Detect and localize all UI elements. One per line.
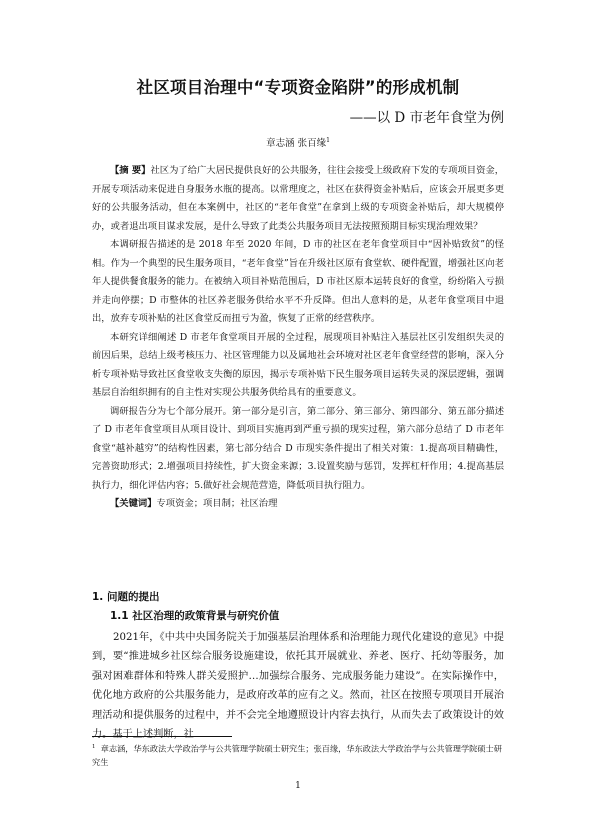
- footnote-text: 章志涵，华东政法大学政治学与公共管理学院硕士研究生；张百缘，华东政法大学政治学与公共管理学院硕士研究生: [92, 743, 502, 768]
- page-number: 1: [295, 781, 301, 791]
- abstract-paragraph-2: 本调研报告描述的是 2018 年至 2020 年间，D 市的社区在老年食堂项目中“因补贴致贫”的怪相。作为一个典型的民生服务项目，“老年食堂”旨在升级社区原有食堂软、硬件配置，增强社区向老年人提供餐食服务的能力。在被纳入项目补贴范围后，D 市社区原本运转良好的食堂，纷纷陷入亏损并走向停摆；D 市整体的社区养老服务供给水平不升反降。但出人意料的是，从老年食堂项目中退出，放弃专项补贴的社区食堂反而扭亏为盈，恢复了正常的经营秩序。: [92, 239, 504, 324]
- footnote-divider: [92, 736, 232, 737]
- section-1-1-heading: 1.1 社区治理的政策背景与研究价值: [110, 610, 280, 622]
- abstract-section: [92, 162, 504, 514]
- abstract-paragraph-4: 调研报告分为七个部分展开。第一部分是引言，第二部分、第三部分、第四部分、第五部分描述了 D 市老年食堂项目从项目设计、到项目实施再到严重亏损的现实过程，第六部分总结了 D 市老年食堂“越补越穷”的结构性因素，第七部分结合 D 市现实条件提出了相关对策：1.提高项目精确性，完善资助形式；2.增强项目持续性，扩大资金来源；3.设置奖励与惩罚，发挥杠杆作用；4.提高基层执行力，细化评估内容；5.做好社会规范营造，降低项目执行阻力。: [92, 405, 504, 491]
- author-line: [0, 135, 596, 149]
- paper-subtitle: ——以 D 市老年食堂为例: [349, 110, 504, 126]
- footnote-mark: 1: [92, 744, 96, 750]
- abstract-paragraph-1: [92, 162, 504, 236]
- author-names: 章志涵 张百缘: [266, 138, 327, 149]
- abstract-p1-text: 社区为了给广大居民提供良好的公共服务，往往会接受上级政府下发的专项项目资金，开展专项活动来促进自身服务水瓶的提高。以常理度之，社区在获得资金补贴后，应该会开展更多更好的公共服务活动，但在本案例中，社区的“老年食堂”在拿到上级的专项资金补贴后，却大规模停办，或者退出项目谋求发展，是什么导致了此类公共服务项目无法按照预期目标实现治理效果？: [92, 165, 504, 232]
- abstract-label: 【摘 要】: [110, 165, 151, 176]
- author-footnote-mark: 1: [326, 136, 330, 144]
- keywords-text: 专项资金；项目制；社区治理: [156, 498, 278, 509]
- keywords-label: 【关键词】: [110, 498, 157, 509]
- section-1-1-body: [92, 628, 504, 744]
- paper-title: 社区项目治理中“专项资金陷阱”的形成机制: [136, 78, 460, 97]
- section-1-1-paragraph: 2021年，《中共中央国务院关于加强基层治理体系和治理能力现代化建设的意见》中提到，要“推进城乡社区综合服务设施建设，依托其开展就业、养老、医疗、托幼等服务，加强对困难群体和特殊人群关爱照护…加强综合服务、完成服务能力建设”。在实际操作中，优化地方政府的公共服务能力，是政府改革的应有之义。然而，社区在按照专项项目开展治理活动和提供服务的过程中，并不会完全地遵照设计内容去执行，从而失去了政策设计的效力。基于上述判断，社: [92, 632, 504, 741]
- abstract-paragraph-3: 本研究详细阐述 D 市老年食堂项目开展的全过程，展现项目补贴注入基层社区引发组织失灵的前因后果，总结上级考核压力、社区管理能力以及属地社会环境对社区老年食堂经营的影响，深入分析专项补贴导致社区食堂收支失衡的原因，揭示专项补贴下民生服务项目运转失灵的深层逻辑，强调基层自治组织拥有的自主性对实现公共服务供给具有的重要意义。: [92, 331, 504, 398]
- keywords-line: [92, 495, 504, 514]
- section-1-heading: 1. 问题的提出: [92, 591, 160, 603]
- footnote: [92, 741, 504, 770]
